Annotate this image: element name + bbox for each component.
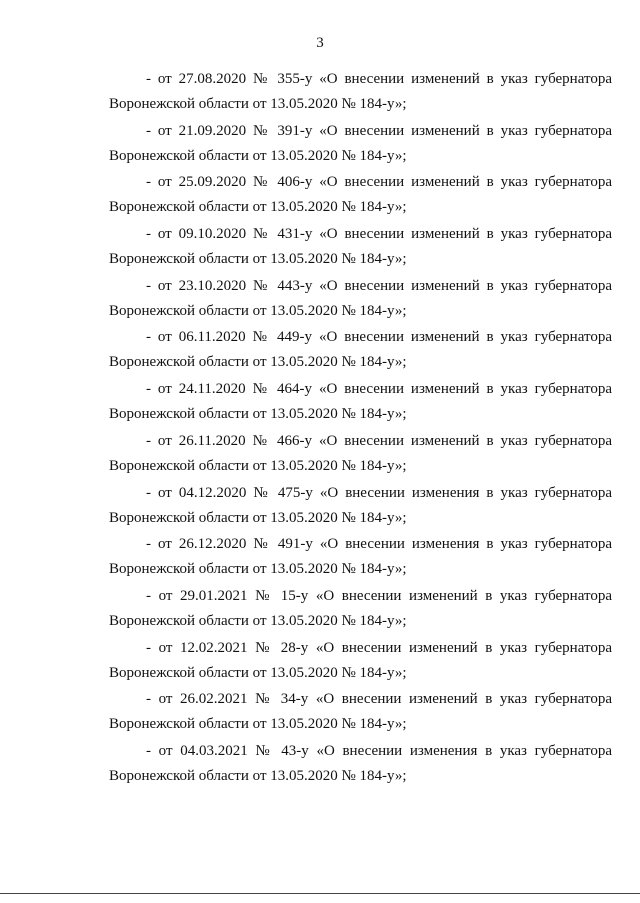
footer-divider [0,893,640,894]
list-item [109,583,612,635]
list-item [109,480,612,532]
list-item [109,376,612,428]
decree-line: - от 04.03.2021 № 43-у «О внесении изменения в указ губернатора [146,742,612,759]
decree-line: - от 24.11.2020 № 464-у «О внесении изменений в указ губернатора [146,381,612,398]
decree-reference: Воронежской области от 13.05.2020 № 184-у»; [109,251,407,268]
decree-reference: Воронежской области от 13.05.2020 № 184-у»; [109,664,407,681]
decree-reference: Воронежской области от 13.05.2020 № 184-у»; [109,147,407,164]
decree-reference: Воронежской области от 13.05.2020 № 184-у»; [109,457,407,474]
page-number: 3 [316,35,324,51]
decree-reference: Воронежской области от 13.05.2020 № 184-у»; [109,561,407,578]
decree-reference: Воронежской области от 13.05.2020 № 184-у»; [109,406,407,423]
list-item [109,428,612,480]
decree-reference: Воронежской области от 13.05.2020 № 184-у»; [109,509,407,526]
list-item [109,635,612,687]
list-item [109,66,612,118]
decree-line: - от 26.12.2020 № 491-у «О внесении изменения в указ губернатора [146,536,612,553]
decree-reference: Воронежской области от 13.05.2020 № 184-у»; [109,612,407,629]
decree-line: - от 21.09.2020 № 391-у «О внесении изменений в указ губернатора [146,122,612,139]
list-item [109,273,612,325]
list-item [109,169,612,221]
decree-reference: Воронежской области от 13.05.2020 № 184-у»; [109,302,407,319]
decree-line: - от 12.02.2021 № 28-у «О внесении изменений в указ губернатора [146,639,612,656]
list-item [109,324,612,376]
decree-reference: Воронежской области от 13.05.2020 № 184-у»; [109,354,407,371]
decree-line: - от 04.12.2020 № 475-у «О внесении изменения в указ губернатора [146,484,612,501]
decree-reference: Воронежской области от 13.05.2020 № 184-у»; [109,767,407,784]
decree-line: - от 25.09.2020 № 406-у «О внесении изменений в указ губернатора [146,174,612,191]
list-item [109,221,612,273]
list-item [109,686,612,738]
decree-line: - от 29.01.2021 № 15-у «О внесении изменений в указ губернатора [146,587,612,604]
list-item [109,531,612,583]
decree-reference: Воронежской области от 13.05.2020 № 184-у»; [109,716,407,733]
decree-line: - от 26.02.2021 № 34-у «О внесении изменений в указ губернатора [146,691,612,708]
decree-line: - от 26.11.2020 № 466-у «О внесении изменений в указ губернатора [146,432,612,449]
decree-line: - от 23.10.2020 № 443-у «О внесении изменений в указ губернатора [146,277,612,294]
decree-line: - от 06.11.2020 № 449-у «О внесении изменений в указ губернатора [146,329,612,346]
decree-line: - от 09.10.2020 № 431-у «О внесении изменений в указ губернатора [146,226,612,243]
decree-reference: Воронежской области от 13.05.2020 № 184-у»; [109,96,407,112]
decree-list [109,66,612,790]
decree-line: - от 27.08.2020 № 355-у «О внесении изменений в указ губернатора [146,71,612,87]
list-item [109,118,612,170]
decree-reference: Воронежской области от 13.05.2020 № 184-у»; [109,199,407,216]
list-item [109,738,612,790]
